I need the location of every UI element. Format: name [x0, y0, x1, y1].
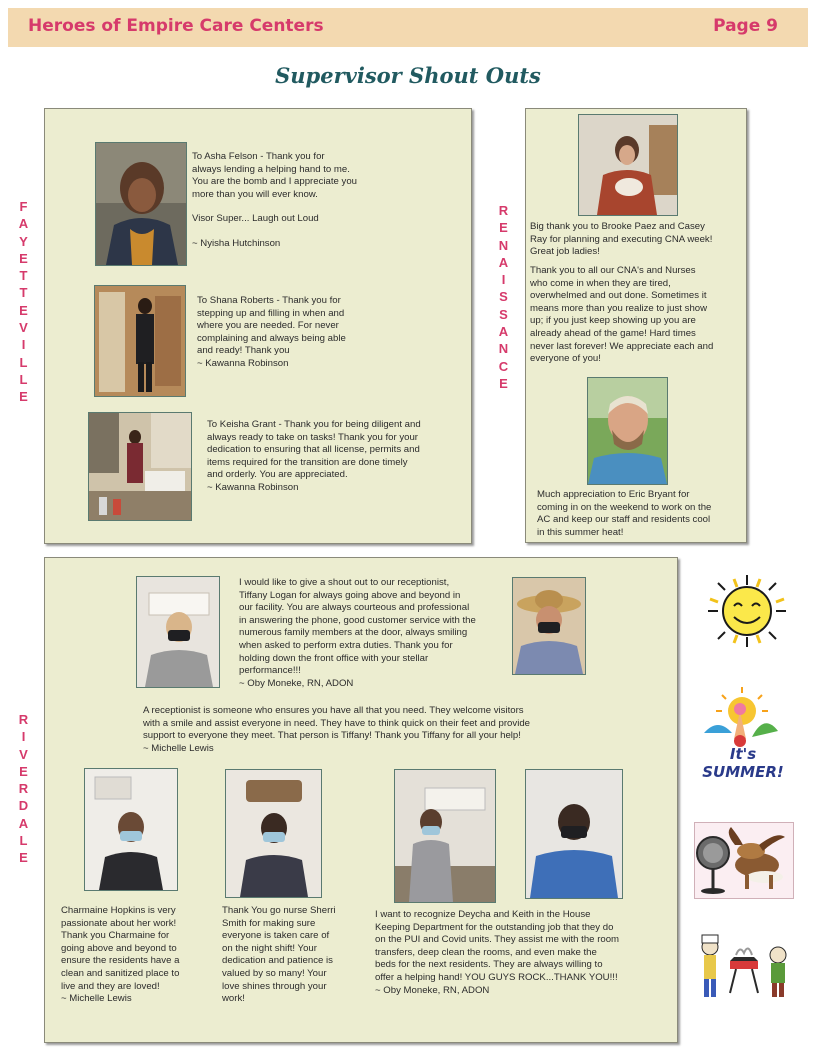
- shout-fayetteville-2: To Shana Roberts - Thank you for stepping up and filling in when and where you are needed. For never complaining and always being able and ready! Thank you ~ Kawanna Robinson: [197, 295, 346, 369]
- facility-label-riverdale: [17, 711, 31, 867]
- page-number: Page 9: [713, 16, 778, 36]
- facility-letter: A: [18, 815, 30, 831]
- summer-text: It's SUMMER!: [702, 745, 784, 781]
- facility-letter: D: [18, 798, 30, 814]
- facility-letter: R: [498, 203, 510, 218]
- facility-letter: L: [19, 371, 29, 387]
- photo-charmaine-hopkins: [84, 768, 178, 891]
- facility-letter: E: [19, 389, 29, 405]
- facility-letter: E: [19, 250, 29, 266]
- facility-letter: S: [499, 306, 509, 322]
- facility-letter: V: [19, 746, 29, 762]
- photo-sherri-smith: [225, 769, 322, 898]
- facility-letter: E: [499, 375, 509, 391]
- shout-riverdale-4: Thank You go nurse Sherri Smith for making sure everyone is taken care of on the night shift! Your dedication and patience is valued by so many! Your love shines through your work!: [222, 905, 336, 1005]
- facility-label-renaissance: [497, 202, 511, 392]
- facility-label-fayetteville: [17, 198, 31, 406]
- shout-renaissance-1: Big thank you to Brooke Paez and Casey Ray for planning and executing CNA week! Great job ladies!: [530, 221, 713, 258]
- photo-tiffany-logan: [136, 576, 220, 688]
- its-summer-clipart: [694, 681, 792, 781]
- facility-letter: Y: [19, 233, 29, 249]
- facility-letter: A: [498, 324, 510, 340]
- shout-riverdale-3: Charmaine Hopkins is very passionate about her work! Thank you Charmaine for going above and beyond to ensure the residents have a clean and sanitized place to live and they are loved! ~ Michelle Lewis: [61, 905, 180, 1005]
- facility-letter: E: [19, 302, 29, 318]
- facility-letter: A: [18, 216, 30, 232]
- photo-receptionist-hat: [512, 577, 586, 675]
- facility-letter: F: [19, 199, 29, 214]
- page-header: [8, 8, 808, 47]
- sun-clipart: [704, 573, 790, 649]
- photo-asha-felson: [95, 142, 187, 266]
- photo-keisha-grant: [88, 412, 192, 521]
- section-title: Supervisor Shout Outs: [275, 63, 541, 88]
- dog-fan-clipart: [694, 822, 794, 899]
- facility-letter: S: [499, 289, 509, 305]
- facility-letter: A: [498, 254, 510, 270]
- shout-renaissance-3: Much appreciation to Eric Bryant for coming in on the weekend to work on the AC and keep our staff and residents cool in this summer heat!: [537, 489, 712, 538]
- facility-letter: E: [19, 763, 29, 779]
- facility-letter: E: [499, 220, 509, 236]
- facility-letter: I: [21, 337, 27, 353]
- facility-letter: E: [19, 850, 29, 866]
- photo-keith: [525, 769, 623, 899]
- bbq-party-clipart: [696, 931, 792, 1003]
- shout-riverdale-1: I would like to give a shout out to our receptionist, Tiffany Logan for always going above and beyond in our facility. You are always courteous and professional in answering the phone, good customer service with the numerous family members at the door, always smiling when asked to perform extra duties. Thank you for holding down the front office with your stellar performance!!! ~ Oby Moneke, RN, ADON: [239, 577, 476, 689]
- facility-letter: I: [501, 272, 507, 288]
- photo-brooke-paez: [578, 114, 678, 216]
- facility-letter: V: [19, 320, 29, 336]
- newsletter-title: Heroes of Empire Care Centers: [28, 16, 324, 36]
- facility-letter: R: [18, 781, 30, 797]
- facility-letter: N: [498, 341, 510, 357]
- facility-letter: I: [21, 729, 27, 745]
- shout-renaissance-2: Thank you to all our CNA's and Nurses who come in when they are tired, overwhelmed and out done. Sometimes it means more than you realize to just show up; if you just keep showing up you are already ahead of the game! Hard times never last forever! We appreciate each and everyone of you!: [530, 265, 714, 365]
- shout-fayetteville-1: To Asha Felson - Thank you for always lending a helping hand to me. You are the bomb and I appreciate you more than you will ever know. Visor Super... Laugh out Loud ~ Nyisha Hutchinson: [192, 151, 357, 249]
- facility-letter: R: [18, 712, 30, 727]
- facility-letter: T: [19, 285, 29, 301]
- shout-riverdale-2: A receptionist is someone who ensures you have all that you need. They welcome visitors with a smile and assist everyone in need. They have to think quick on their feet and provide support to everyone they meet. That person is Tiffany! Thank you Tiffany for all your help! ~ Michelle Lewis: [143, 705, 530, 754]
- facility-letter: N: [498, 237, 510, 253]
- photo-shana-roberts: [94, 285, 186, 397]
- shout-riverdale-5: I want to recognize Deycha and Keith in the House Keeping Department for the outstanding job that they do on the PUI and Covid units. They assist me with the room transfers, deep clean the rooms, and even make the beds for the next residents. They are always willing to offer a helping hand! YOU GUYS ROCK...THANK YOU!!! ~ Oby Moneke, RN, ADON: [375, 909, 620, 996]
- facility-letter: L: [19, 833, 29, 849]
- facility-letter: L: [19, 354, 29, 370]
- facility-letter: T: [19, 268, 29, 284]
- facility-letter: C: [498, 358, 510, 374]
- photo-deycha: [394, 769, 496, 903]
- shout-fayetteville-3: To Keisha Grant - Thank you for being diligent and always ready to take on tasks! Thank you for your dedication to ensuring that all license, permits and items required for the transition are done timely and orderly. You are appreciated. ~ Kawanna Robinson: [207, 419, 421, 493]
- photo-eric-bryant: [587, 377, 668, 485]
